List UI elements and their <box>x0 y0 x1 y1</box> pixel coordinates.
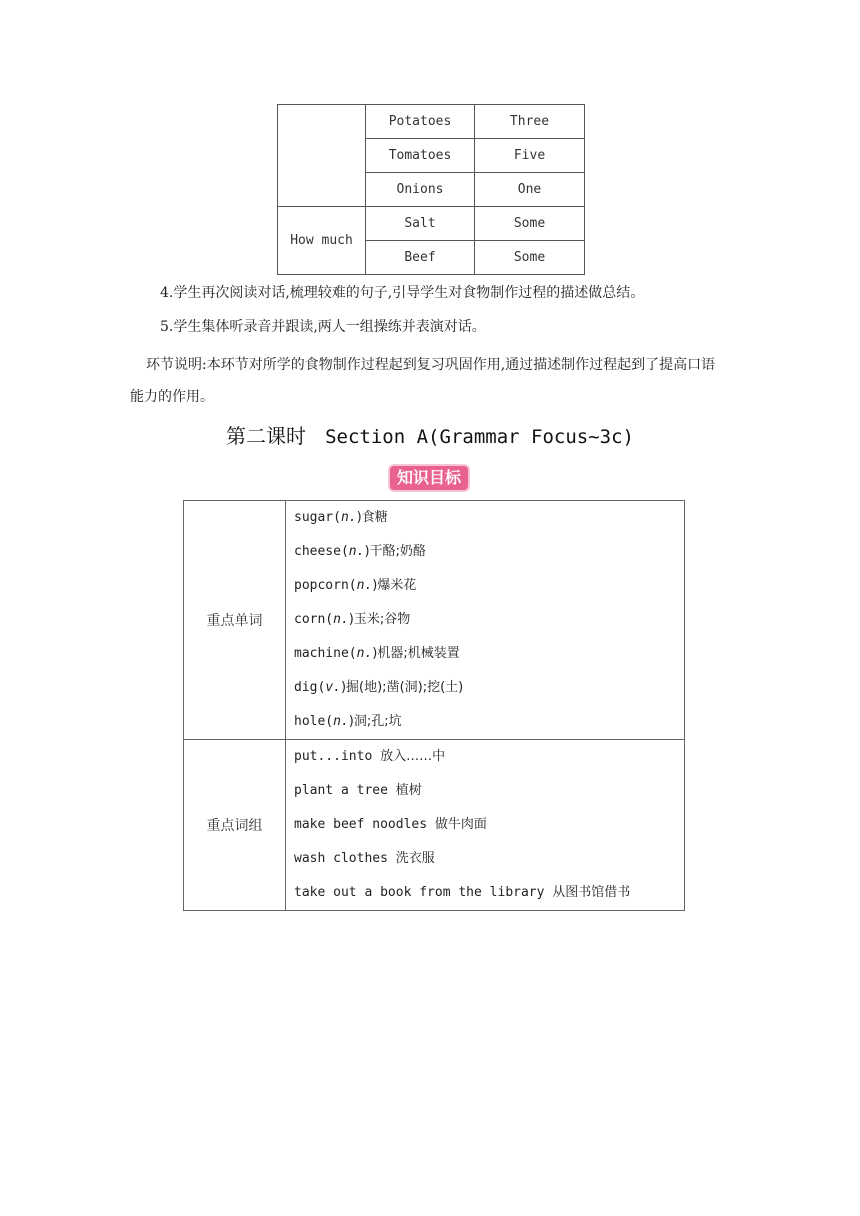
section-note-paragraph: 环节说明:本环节对所学的食物制作过程起到复习巩固作用,通过描述制作过程起到了提高口语能力的作用。 <box>130 357 716 405</box>
ingredient-cell: Onions <box>366 173 475 207</box>
table-row <box>184 501 685 740</box>
lesson-heading <box>0 420 860 449</box>
list-item: dig(v.)掘(地);凿(洞);挖(土) <box>294 680 464 695</box>
amount-cell: One <box>475 173 585 207</box>
list-item: sugar(n.)食糖 <box>294 510 388 525</box>
list-item: wash clothes 洗衣服 <box>294 851 435 866</box>
table-row <box>278 105 585 139</box>
ingredient-cell: Tomatoes <box>366 139 475 173</box>
key-phrases-list <box>286 740 685 911</box>
table-row <box>184 740 685 911</box>
list-item: corn(n.)玉米;谷物 <box>294 612 411 627</box>
empty-group-cell <box>278 105 366 207</box>
list-item: take out a book from the library 从图书馆借书 <box>294 885 631 900</box>
knowledge-table <box>183 500 685 911</box>
key-words-list <box>286 501 685 740</box>
ingredient-cell: Beef <box>366 241 475 275</box>
amount-cell: Five <box>475 139 585 173</box>
ingredient-cell: Potatoes <box>366 105 475 139</box>
amount-cell: Some <box>475 241 585 275</box>
list-item: make beef noodles 做牛肉面 <box>294 817 487 832</box>
list-item: popcorn(n.)爆米花 <box>294 578 417 593</box>
amount-cell: Some <box>475 207 585 241</box>
ingredient-cell: Salt <box>366 207 475 241</box>
key-phrases-label: 重点词组 <box>184 740 286 911</box>
ingredients-table <box>277 104 585 275</box>
lesson-section-title: Section A(Grammar Focus~3c) <box>325 426 634 448</box>
amount-cell: Three <box>475 105 585 139</box>
key-words-label: 重点单词 <box>184 501 286 740</box>
list-item: plant a tree 植树 <box>294 783 422 798</box>
group-label-cell: How much <box>278 207 366 275</box>
table-row <box>278 207 585 241</box>
knowledge-goals-badge: 知识目标 <box>390 466 468 490</box>
list-item: put...into 放入……中 <box>294 749 446 764</box>
step-5-paragraph: 5.学生集体听录音并跟读,两人一组操练并表演对话。 <box>160 319 486 335</box>
step-4-paragraph: 4.学生再次阅读对话,梳理较难的句子,引导学生对食物制作过程的描述做总结。 <box>160 285 645 301</box>
list-item: cheese(n.)干酪;奶酪 <box>294 544 426 559</box>
list-item: hole(n.)洞;孔;坑 <box>294 714 402 729</box>
lesson-number: 第二课时 <box>226 424 307 448</box>
list-item: machine(n.)机器;机械装置 <box>294 646 460 661</box>
